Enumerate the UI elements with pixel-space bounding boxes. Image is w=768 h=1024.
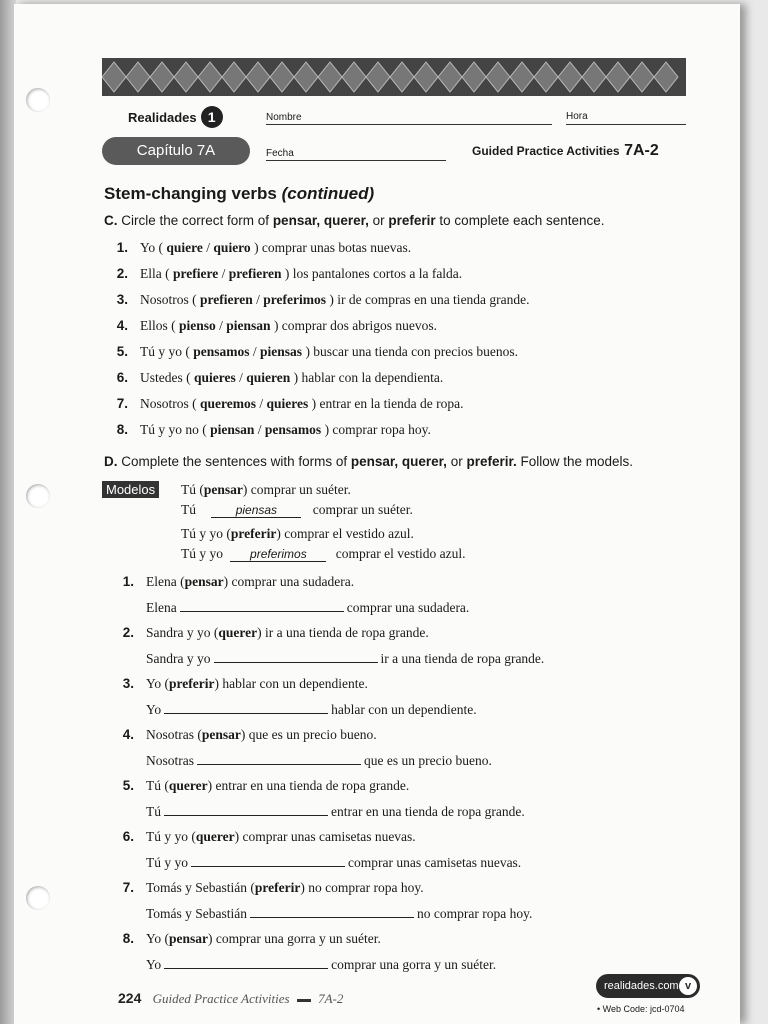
answer-blank[interactable] — [164, 803, 328, 816]
c-item-number: 1. — [116, 240, 128, 255]
modelos-label: Modelos — [102, 481, 159, 498]
fecha-line[interactable] — [266, 160, 446, 161]
choice-b[interactable]: pensamos — [264, 422, 322, 437]
c-item: Ella ( prefiere / prefieren ) los pantalones cortos a la falda. — [140, 266, 463, 281]
c-item: Tú y yo ( pensamos / piensas ) buscar una tienda con precios buenos. — [140, 344, 518, 359]
c-item: Yo ( quiere / quiero ) comprar unas botas nuevas. — [140, 240, 412, 255]
choice-a[interactable]: quiere — [166, 240, 203, 255]
punch-hole-bottom — [26, 886, 50, 910]
d-item-answer-line: Tú y yo comprar unas camisetas nuevas. — [146, 855, 522, 870]
c-item-number: 7. — [116, 396, 128, 411]
section-title: Stem-changing verbs (continued) — [104, 184, 375, 203]
answer-blank[interactable] — [164, 701, 328, 714]
d-item-number: 1. — [122, 574, 134, 589]
c-item-number: 8. — [116, 422, 128, 437]
answer-blank[interactable] — [214, 650, 378, 663]
c-item: Nosotros ( prefieren / preferimos ) ir de compras en una tienda grande. — [140, 292, 530, 307]
web-code: • Web Code: jcd-0704 — [597, 1004, 685, 1014]
chevron-down-icon: v — [679, 977, 697, 995]
realidades-logo[interactable]: realidades.com v — [596, 974, 700, 998]
model-1-answer: Tú piensas comprar un suéter. — [181, 502, 413, 517]
section-d-instructions: D. Complete the sentences with forms of pensar, querer, or preferir. Follow the models. — [104, 454, 634, 469]
d-item-answer-line: Elena comprar una sudadera. — [146, 600, 470, 615]
d-item-number: 2. — [122, 625, 134, 640]
d-item-number: 6. — [122, 829, 134, 844]
punch-hole-top — [26, 88, 50, 112]
series-label: Realidades 1 — [128, 106, 223, 128]
c-item: Ustedes ( quieres / quieren ) hablar con la dependienta. — [140, 370, 444, 385]
c-item: Ellos ( pienso / piensan ) comprar dos abrigos nuevos. — [140, 318, 438, 333]
d-item-prompt: Nosotras (pensar) que es un precio bueno. — [146, 727, 377, 742]
d-item-number: 8. — [122, 931, 134, 946]
choice-a[interactable]: pienso — [179, 318, 216, 333]
model-2-answer: Tú y yo preferimos comprar el vestido azul. — [181, 546, 466, 561]
nombre-label: Nombre — [266, 112, 302, 123]
decorative-band — [102, 58, 686, 96]
d-item-prompt: Yo (preferir) hablar con un dependiente. — [146, 676, 368, 691]
d-item-answer-line: Yo comprar una gorra y un suéter. — [146, 957, 497, 972]
fecha-label: Fecha — [266, 148, 294, 159]
choice-b[interactable]: quieren — [246, 370, 291, 385]
d-item-number: 4. — [122, 727, 134, 742]
d-item-prompt: Elena (pensar) comprar una sudadera. — [146, 574, 355, 589]
choice-b[interactable]: quieres — [266, 396, 309, 411]
d-item-prompt: Tú y yo (querer) comprar unas camisetas nuevas. — [146, 829, 416, 844]
answer-blank[interactable] — [197, 752, 361, 765]
choice-a[interactable]: pensamos — [193, 344, 250, 359]
choice-b[interactable]: piensan — [226, 318, 271, 333]
choice-b[interactable]: preferimos — [263, 292, 326, 307]
choice-a[interactable]: queremos — [200, 396, 256, 411]
d-item-prompt: Sandra y yo (querer) ir a una tienda de ropa grande. — [146, 625, 429, 640]
d-item-prompt: Tú (querer) entrar en una tienda de ropa grande. — [146, 778, 410, 793]
chapter-badge: Capítulo 7A — [102, 137, 250, 165]
nombre-line[interactable] — [266, 124, 552, 125]
hora-label: Hora — [566, 111, 588, 122]
choice-a[interactable]: prefiere — [173, 266, 219, 281]
level-badge: 1 — [201, 106, 223, 128]
model-1-answer-word: piensas — [211, 503, 301, 518]
d-item-answer-line: Tomás y Sebastián no comprar ropa hoy. — [146, 906, 533, 921]
c-item-number: 3. — [116, 292, 128, 307]
choice-b[interactable]: piensas — [260, 344, 303, 359]
punch-hole-middle — [26, 484, 50, 508]
choice-b[interactable]: quiero — [213, 240, 251, 255]
d-item-answer-line: Tú entrar en una tienda de ropa grande. — [146, 804, 525, 819]
d-item-number: 3. — [122, 676, 134, 691]
choice-a[interactable]: quieres — [194, 370, 236, 385]
activity-title: Guided Practice Activities 7A-2 — [472, 142, 659, 159]
d-item-number: 7. — [122, 880, 134, 895]
d-item-answer-line: Yo hablar con un dependiente. — [146, 702, 477, 717]
answer-blank[interactable] — [164, 956, 328, 969]
d-item-prompt: Yo (pensar) comprar una gorra y un suéter. — [146, 931, 381, 946]
model-2-answer-word: preferimos — [230, 547, 326, 562]
hora-line[interactable] — [566, 124, 686, 125]
c-item-number: 2. — [116, 266, 128, 281]
choice-b[interactable]: prefieren — [228, 266, 282, 281]
section-c-instructions: C. Circle the correct form of pensar, querer, or preferir to complete each sentence. — [104, 213, 605, 228]
answer-blank[interactable] — [180, 599, 344, 612]
d-item-prompt: Tomás y Sebastián (preferir) no comprar ropa hoy. — [146, 880, 424, 895]
model-1-prompt: Tú (pensar) comprar un suéter. — [181, 482, 351, 497]
answer-blank[interactable] — [250, 905, 414, 918]
d-item-answer-line: Sandra y yo ir a una tienda de ropa grande. — [146, 651, 545, 666]
d-item-number: 5. — [122, 778, 134, 793]
model-2-prompt: Tú y yo (preferir) comprar el vestido azul. — [181, 526, 414, 541]
c-item: Nosotros ( queremos / quieres ) entrar en la tienda de ropa. — [140, 396, 464, 411]
c-item-number: 5. — [116, 344, 128, 359]
choice-a[interactable]: prefieren — [200, 292, 253, 307]
d-item-answer-line: Nosotras que es un precio bueno. — [146, 753, 492, 768]
answer-blank[interactable] — [191, 854, 345, 867]
c-item-number: 4. — [116, 318, 128, 333]
c-item-number: 6. — [116, 370, 128, 385]
choice-a[interactable]: piensan — [210, 422, 255, 437]
footer: 224 Guided Practice Activities 7A-2 — [118, 990, 344, 1006]
c-item: Tú y yo no ( piensan / pensamos ) comprar ropa hoy. — [140, 422, 431, 437]
